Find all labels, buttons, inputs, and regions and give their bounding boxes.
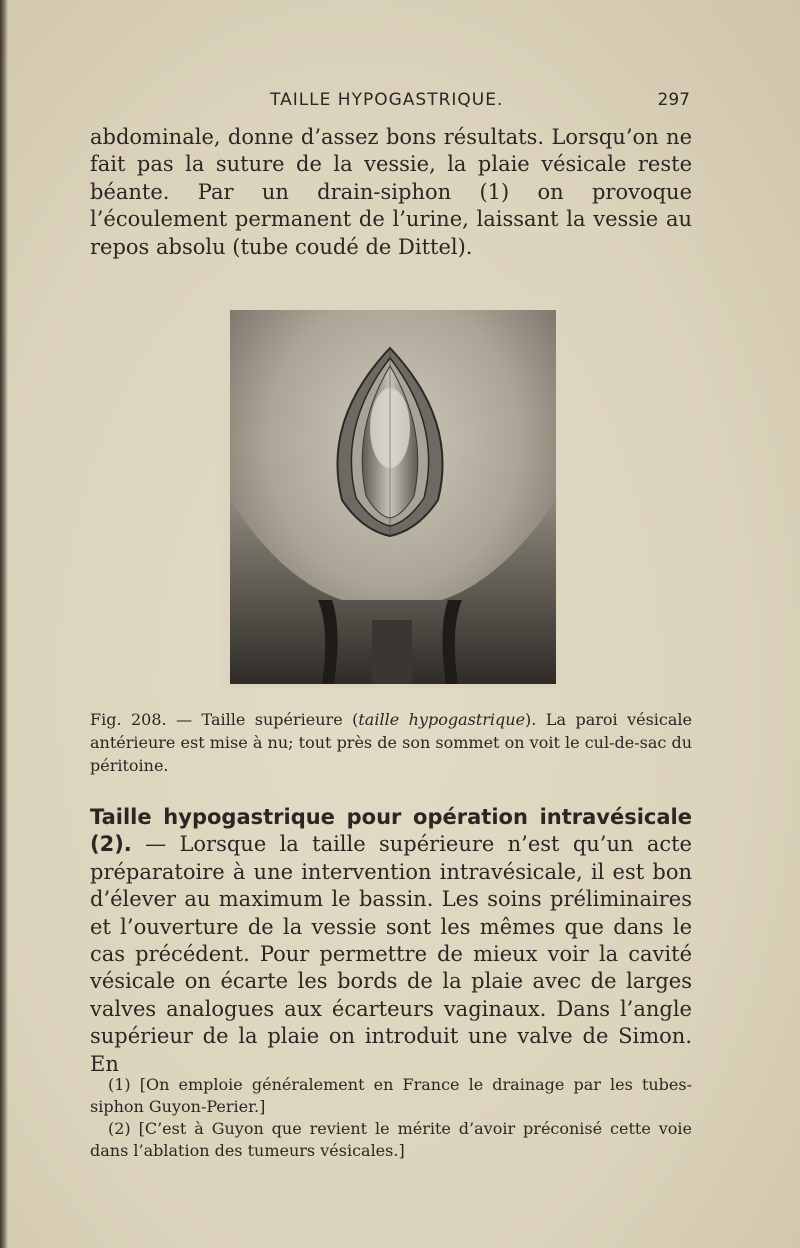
page-binding-edge	[0, 0, 8, 1248]
section-heading: Taille hypogastrique pour opération intravésicale (2).	[90, 805, 692, 857]
footnote: (2) [C’est à Guyon que revient le mérite d’avoir préconisé cette voie dans l’ablation des tumeurs vésicales.]	[90, 1119, 692, 1160]
body-paragraph: abdominale, donne d’assez bons résultats. Lorsqu’on ne fait pas la suture de la vessie, la plaie vésicale reste béante. Par un drain-siphon (1) on provoque l’écoulement permanent de l’urine, laissant la vessie au repos absolu (tube coudé de Dittel).	[90, 125, 692, 259]
caption-italic: taille hypogastrique	[358, 710, 526, 729]
page-number: 297	[657, 90, 690, 110]
running-head	[90, 88, 690, 116]
figure-illustration	[222, 300, 558, 688]
surgical-illustration	[222, 300, 558, 688]
caption-lead: Fig. 208. — Taille supérieure (	[90, 710, 359, 729]
footnote: (1) [On emploie généralement en France le drainage par les tubes-siphon Guyon-Perier.]	[90, 1075, 692, 1116]
body-paragraph-section	[90, 804, 692, 1078]
caption-rest: ). La paroi vésicale antérieure est mise à nu; tout près de son sommet on voit le cul-de-sac du péritoine.	[90, 710, 693, 775]
figure-caption	[90, 708, 692, 777]
footnotes	[90, 1074, 692, 1162]
section-text: — Lorsque la taille supérieure n’est qu’un acte préparatoire à une intervention intravésicale, il est bon d’élever au maximum le bassin. Les soins préliminaires et l’ouverture de la vessie sont les mêmes que dans le cas précédent. Pour permettre de mieux voir la cavité vésicale on écarte les bords de la plaie avec de larges valves analogues aux écarteurs vaginaux. Dans l’angle supérieur de la plaie on introduit une valve de Simon. En	[90, 832, 692, 1076]
running-title: TAILLE HYPOGASTRIQUE.	[270, 90, 504, 110]
